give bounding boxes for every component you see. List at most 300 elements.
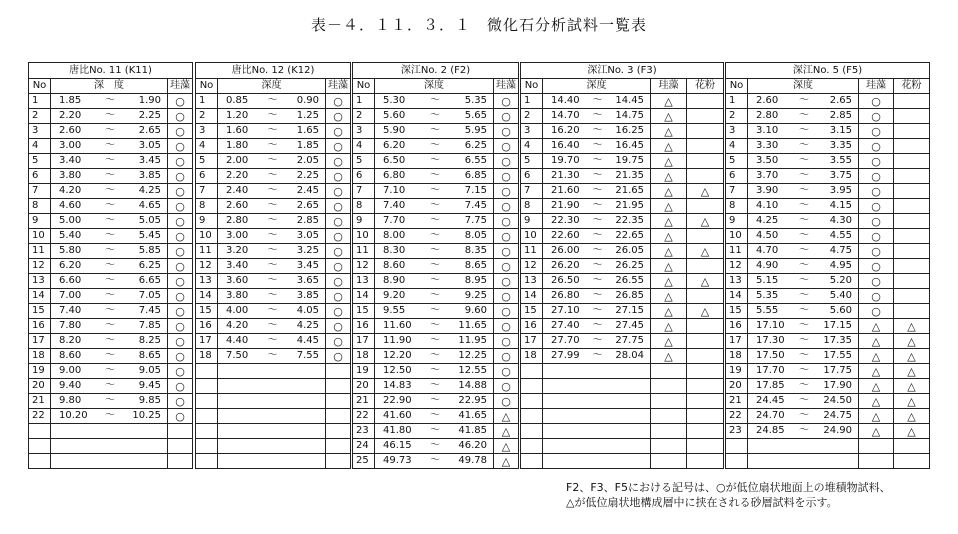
depth-bottom: 2.85 [829,110,852,121]
sample-no: 11 [353,244,375,259]
depth-tilde: ～ [799,95,809,106]
depth-tilde: ～ [430,215,440,226]
table-row [521,259,724,274]
diatom-mark: ○ [494,274,519,289]
depth-tilde: ～ [799,155,809,166]
pollen-mark: △ [894,409,930,424]
table-row [353,409,519,424]
pollen-mark: △ [687,184,724,199]
sample-no: 18 [521,349,543,364]
table-row [196,154,351,169]
depth-top: 17.70 [756,365,785,376]
depth-top: 3.40 [59,155,82,166]
table-row [726,424,930,439]
diatom-mark: ○ [326,199,351,214]
depth-range-values [377,351,491,361]
depth-tilde: ～ [430,335,440,346]
sample-no [521,424,543,439]
depth-top: 2.00 [226,155,249,166]
depth-top: 41.80 [383,425,412,436]
depth-bottom: 46.20 [458,440,487,451]
depth-top: 24.70 [756,410,785,421]
sample-no [521,409,543,424]
depth-range [51,289,168,304]
depth-top: 46.15 [383,440,412,451]
table-row [353,274,519,289]
sample-no: 12 [196,259,218,274]
table-row [353,379,519,394]
depth-tilde: ～ [430,275,440,286]
table-row [353,109,519,124]
depth-top: 10.20 [59,410,88,421]
table-row [196,334,351,349]
sample-no: 7 [29,184,51,199]
table-row [196,289,351,304]
diatom-mark: ○ [494,139,519,154]
table-row [353,184,519,199]
depth-top: 26.50 [551,275,580,286]
diatom-mark: ○ [494,304,519,319]
depth-top: 21.60 [551,185,580,196]
depth-bottom: 11.65 [458,320,487,331]
diatom-mark: ○ [326,244,351,259]
depth-range-values [377,336,491,346]
depth-range-values [545,231,648,241]
depth-top: 0.85 [226,95,249,106]
pollen-mark: △ [894,364,930,379]
depth-range-values [750,201,856,211]
diatom-mark: ○ [859,154,894,169]
depth-range-values [220,291,323,301]
table-row [521,244,724,259]
sample-no: 23 [353,424,375,439]
diatom-mark: ○ [168,349,193,364]
sample-no [29,439,51,454]
sample-no: 9 [196,214,218,229]
depth-range [543,274,651,289]
depth-top: 17.10 [756,320,785,331]
depth-top: 14.40 [551,95,580,106]
depth-range [543,139,651,154]
table-row [353,439,519,454]
depth-range [375,109,494,124]
depth-range [748,139,859,154]
depth-tilde: ～ [592,110,603,121]
sample-no: 16 [353,319,375,334]
depth-bottom: 9.45 [138,380,161,391]
depth-top: 3.00 [226,230,249,241]
sample-no: 15 [353,304,375,319]
header-depth: 深度 [748,79,859,94]
depth-bottom: 1.90 [138,95,161,106]
depth-range-values [53,216,165,226]
diatom-mark: ○ [168,274,193,289]
table-row [726,214,930,229]
diatom-mark: ○ [168,199,193,214]
depth-range [218,454,326,469]
depth-top: 9.00 [59,365,82,376]
header-depth: 深度 [218,79,326,94]
table-row [29,289,193,304]
depth-range [543,244,651,259]
sample-no: 5 [726,154,748,169]
depth-range-values [545,216,648,226]
table-row [521,319,724,334]
depth-top: 27.10 [551,305,580,316]
depth-range [748,334,859,349]
sample-no: 17 [726,334,748,349]
diatom-mark: ○ [859,199,894,214]
sample-no: 4 [726,139,748,154]
depth-bottom: 12.55 [458,365,487,376]
depth-bottom: 3.85 [296,290,319,301]
depth-top: 7.10 [383,185,406,196]
diatom-mark [326,439,351,454]
depth-range [218,259,326,274]
depth-range [748,409,859,424]
depth-range [375,124,494,139]
depth-bottom: 3.05 [296,230,319,241]
depth-bottom: 5.05 [138,215,161,226]
table-row [353,169,519,184]
table-row [29,304,193,319]
pollen-mark [894,154,930,169]
depth-range [375,199,494,214]
sample-no: 17 [29,334,51,349]
sample-no: 16 [726,319,748,334]
depth-tilde: ～ [430,320,440,331]
depth-tilde: ～ [105,380,115,391]
table-row [29,349,193,364]
depth-range-values [53,171,165,181]
depth-range-values [545,111,648,121]
depth-top: 4.10 [756,200,779,211]
depth-range [543,394,651,409]
header-pollen: 花粉 [894,79,930,94]
sample-no: 18 [353,349,375,364]
depth-top: 26.00 [551,245,580,256]
depth-range [51,454,168,469]
table-row [726,124,930,139]
depth-range-values [377,261,491,271]
depth-bottom: 6.25 [138,260,161,271]
table-row [29,214,193,229]
depth-range [543,409,651,424]
pollen-mark [894,199,930,214]
depth-range-values [545,306,648,316]
depth-bottom: 6.25 [464,140,487,151]
depth-range-values [750,336,856,346]
table-row [353,124,519,139]
table-row [353,244,519,259]
table-row [521,184,724,199]
depth-range-values [750,306,856,316]
diatom-mark: △ [859,379,894,394]
depth-range [218,334,326,349]
depth-range-values [377,186,491,196]
depth-range [375,439,494,454]
sample-no: 7 [521,184,543,199]
depth-tilde: ～ [267,305,278,316]
depth-bottom: 27.45 [615,320,644,331]
diatom-mark [651,394,687,409]
table-row [521,379,724,394]
diatom-mark: ○ [494,364,519,379]
depth-range-values [750,351,856,361]
depth-range [748,184,859,199]
table-row [29,199,193,214]
sample-no: 2 [726,109,748,124]
diatom-mark: ○ [168,304,193,319]
depth-range [218,199,326,214]
depth-range [375,169,494,184]
depth-top: 4.60 [59,200,82,211]
depth-range [218,169,326,184]
pollen-mark [687,319,724,334]
sample-no [196,454,218,469]
table-row [521,334,724,349]
table-row [29,169,193,184]
depth-range-values [545,171,648,181]
table-row [726,199,930,214]
depth-tilde: ～ [105,125,115,136]
depth-bottom: 17.55 [823,350,852,361]
depth-top: 17.30 [756,335,785,346]
depth-bottom: 2.45 [296,185,319,196]
table-row [29,109,193,124]
sample-no [726,454,748,469]
depth-range [51,154,168,169]
depth-range-values [750,276,856,286]
diatom-mark: ○ [494,394,519,409]
depth-top: 7.80 [59,320,82,331]
depth-range [748,154,859,169]
depth-bottom: 2.65 [829,95,852,106]
depth-bottom: 9.05 [138,365,161,376]
sample-no: 13 [353,274,375,289]
pollen-mark [894,274,930,289]
pollen-mark [687,379,724,394]
depth-range-values [220,156,323,166]
table-row [196,199,351,214]
depth-bottom: 7.45 [138,305,161,316]
depth-tilde: ～ [592,200,603,211]
depth-top: 16.40 [551,140,580,151]
depth-range [375,229,494,244]
diatom-mark: ○ [859,304,894,319]
depth-tilde: ～ [105,290,115,301]
pollen-mark [687,169,724,184]
table-row [521,349,724,364]
depth-bottom: 8.35 [464,245,487,256]
depth-range [748,274,859,289]
table-row [726,274,930,289]
depth-bottom: 4.45 [296,335,319,346]
table-row [196,379,351,394]
depth-top: 27.70 [551,335,580,346]
diatom-mark: ○ [168,124,193,139]
sample-no: 7 [196,184,218,199]
pollen-mark: △ [687,214,724,229]
table-f2 [352,62,519,469]
depth-range [51,439,168,454]
depth-bottom: 9.60 [464,305,487,316]
depth-range [543,199,651,214]
diatom-mark: △ [651,169,687,184]
table-row [353,304,519,319]
sample-no: 10 [29,229,51,244]
depth-top: 9.20 [383,290,406,301]
diatom-mark: ○ [168,169,193,184]
depth-range [218,274,326,289]
header-no: No [726,79,748,94]
depth-range [543,319,651,334]
sample-no: 13 [726,274,748,289]
depth-tilde: ～ [592,275,603,286]
depth-top: 26.20 [551,260,580,271]
table-row [521,454,724,469]
diatom-mark: ○ [168,154,193,169]
depth-tilde: ～ [430,260,440,271]
depth-range-values [220,171,323,181]
depth-range-values [53,186,165,196]
depth-range-values [750,321,856,331]
depth-bottom: 3.35 [829,140,852,151]
table-row [196,364,351,379]
pollen-mark [687,334,724,349]
table-row [726,244,930,259]
diatom-mark [326,394,351,409]
table-row [726,259,930,274]
pollen-mark [687,154,724,169]
depth-tilde: ～ [267,125,278,136]
sample-no [726,439,748,454]
sample-no: 1 [196,94,218,109]
depth-bottom: 16.45 [615,140,644,151]
depth-range-values [750,396,856,406]
depth-top: 3.30 [756,140,779,151]
depth-bottom: 8.65 [138,350,161,361]
depth-top: 7.00 [59,290,82,301]
depth-bottom: 16.25 [615,125,644,136]
depth-range [218,304,326,319]
depth-top: 8.60 [383,260,406,271]
table-title-row [726,63,930,79]
depth-range [543,109,651,124]
depth-bottom: 4.25 [138,185,161,196]
table-row [29,424,193,439]
table-row [29,154,193,169]
depth-range [218,439,326,454]
depth-range [543,229,651,244]
table-row [196,274,351,289]
table-row [196,259,351,274]
depth-range [375,454,494,469]
table-row [521,199,724,214]
depth-bottom: 9.25 [464,290,487,301]
sample-no: 15 [196,304,218,319]
depth-tilde: ～ [105,95,115,106]
footnote-line-2: △が低位扇状地構成層中に挟在される砂層試料を示す。 [566,496,838,509]
depth-range [218,349,326,364]
depth-bottom: 27.75 [615,335,644,346]
depth-top: 5.35 [756,290,779,301]
diatom-mark: ○ [326,349,351,364]
diatom-mark: ○ [326,229,351,244]
depth-range [375,259,494,274]
header-diatom: 珪藻 [168,79,193,94]
depth-range-values [750,126,856,136]
depth-range [543,439,651,454]
depth-top: 2.60 [756,95,779,106]
sample-no: 7 [353,184,375,199]
diatom-mark: ○ [494,154,519,169]
depth-range [51,274,168,289]
pollen-mark [894,304,930,319]
pollen-mark [894,139,930,154]
depth-tilde: ～ [267,335,278,346]
table-row [196,229,351,244]
header-depth: 深度 [375,79,494,94]
diatom-mark: ○ [859,139,894,154]
depth-tilde: ～ [267,140,278,151]
depth-range [51,334,168,349]
depth-bottom: 26.05 [615,245,644,256]
depth-range [375,244,494,259]
diatom-mark: ○ [859,259,894,274]
depth-bottom: 19.75 [615,155,644,166]
depth-range [51,319,168,334]
depth-top: 2.60 [226,200,249,211]
depth-top: 5.60 [383,110,406,121]
sample-no: 12 [353,259,375,274]
pollen-mark [687,439,724,454]
depth-top: 8.30 [383,245,406,256]
sample-no: 20 [29,379,51,394]
diatom-mark [168,424,193,439]
depth-tilde: ～ [799,365,809,376]
diatom-mark: ○ [859,184,894,199]
depth-range-values [53,306,165,316]
pollen-mark [687,424,724,439]
header-diatom: 珪藻 [494,79,519,94]
column-header-row [726,79,930,94]
depth-range-values [750,381,856,391]
pollen-mark: △ [894,319,930,334]
pollen-mark [687,124,724,139]
depth-range [748,259,859,274]
depth-top: 8.60 [59,350,82,361]
diatom-mark: △ [651,139,687,154]
diatom-mark: △ [494,409,519,424]
sample-no: 6 [521,169,543,184]
sample-no [196,364,218,379]
depth-range-values [220,141,323,151]
depth-top: 4.20 [226,320,249,331]
table-row [521,289,724,304]
sample-no: 6 [29,169,51,184]
diatom-mark [168,454,193,469]
depth-range [218,394,326,409]
table-row [353,139,519,154]
diatom-mark: ○ [859,124,894,139]
pollen-mark [894,94,930,109]
header-depth: 深度 [543,79,651,94]
pollen-mark: △ [894,424,930,439]
pollen-mark [687,349,724,364]
depth-range-values [545,291,648,301]
depth-range [51,124,168,139]
